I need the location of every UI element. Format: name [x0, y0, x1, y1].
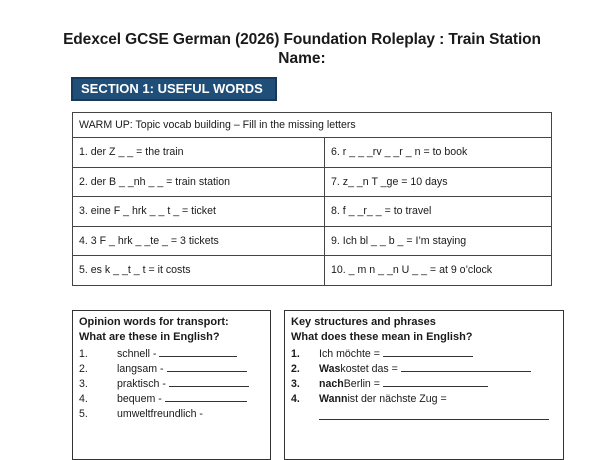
answer-blank[interactable]: [401, 362, 531, 372]
answer-blank[interactable]: [169, 377, 249, 387]
item-keyword: nach: [319, 378, 344, 390]
vocab-cell: 7. z_ _n T _ge = 10 days: [325, 167, 552, 197]
name-row: [0, 50, 604, 68]
item-number: 3.: [291, 378, 300, 390]
table-row: [73, 197, 552, 227]
item-text: bequem -: [117, 393, 162, 405]
list-item: [291, 347, 557, 362]
item-text: langsam -: [117, 363, 164, 375]
opinion-box-subtitle: What are these in English?: [79, 331, 220, 343]
key-phrases-list: [291, 347, 557, 407]
item-keyword: Was: [319, 363, 341, 375]
item-number: 3.: [79, 378, 88, 390]
table-header-row: [73, 113, 552, 138]
item-text: schnell -: [117, 348, 157, 360]
item-text: Berlin =: [343, 378, 380, 390]
vocab-cell: 2. der B _ _nh _ _ = train station: [73, 167, 325, 197]
item-number: 4.: [291, 393, 300, 405]
list-item: [79, 392, 264, 407]
table-row: [73, 138, 552, 168]
key-structures-box: [284, 310, 564, 460]
vocab-cell: 10. _ m n _ _n U _ _ = at 9 o’clock: [325, 256, 552, 286]
vocab-cell: 8. f _ _r_ _ = to travel: [325, 197, 552, 227]
table-row: [73, 226, 552, 256]
item-number: 5.: [79, 408, 88, 420]
item-text: kostet das =: [340, 363, 398, 375]
item-number: 1.: [79, 348, 88, 360]
table-heading: WARM UP: Topic vocab building – Fill in the missing letters: [73, 113, 552, 138]
vocab-cell: 6. r _ _ _rv _ _r _ n = to book: [325, 138, 552, 168]
opinion-words-box: [72, 310, 271, 460]
vocab-cell: 5. es k _ _t _ t = it costs: [73, 256, 325, 286]
title-text: Edexcel GCSE German (2026) Foundation Roleplay : Train Station: [63, 31, 541, 48]
list-item: [291, 362, 557, 377]
table-row: [73, 167, 552, 197]
vocab-cell: 4. 3 F _ hrk _ _te _ = 3 tickets: [73, 226, 325, 256]
list-item: [79, 377, 264, 392]
vocab-table: [72, 112, 552, 286]
table-row: [73, 256, 552, 286]
item-keyword: Wann: [319, 393, 348, 405]
list-item: [79, 347, 264, 362]
answer-blank[interactable]: [167, 362, 247, 372]
item-number: 2.: [79, 363, 88, 375]
key-box-subtitle: What does these mean in English?: [291, 331, 473, 343]
item-text: ist der nächste Zug =: [347, 393, 447, 405]
list-item: [79, 362, 264, 377]
opinion-box-title: Opinion words for transport:: [79, 316, 229, 328]
answer-blank[interactable]: [383, 347, 473, 357]
list-item: [291, 392, 557, 407]
item-text: praktisch -: [117, 378, 166, 390]
vocab-cell: 3. eine F _ hrk _ _ t _ = ticket: [73, 197, 325, 227]
vocab-cell: 9. Ich bl _ _ b _ = I’m staying: [325, 226, 552, 256]
list-item: [291, 377, 557, 392]
key-box-title: Key structures and phrases: [291, 316, 436, 328]
item-number: 4.: [79, 393, 88, 405]
opinion-list: [79, 347, 264, 422]
section-banner: SECTION 1: USEFUL WORDS: [71, 77, 277, 101]
item-text: Ich möchte =: [319, 348, 380, 360]
list-item: [79, 407, 264, 422]
item-number: 1.: [291, 348, 300, 360]
answer-blank[interactable]: [165, 392, 247, 402]
item-text: umweltfreundlich -: [117, 408, 203, 420]
answer-blank[interactable]: [383, 377, 488, 387]
item-number: 2.: [291, 363, 300, 375]
name-label: Name:: [278, 50, 326, 67]
worksheet-title: [0, 31, 604, 49]
vocab-cell: 1. der Z _ _ = the train: [73, 138, 325, 168]
answer-blank[interactable]: [159, 347, 237, 357]
answer-blank[interactable]: [319, 411, 549, 420]
